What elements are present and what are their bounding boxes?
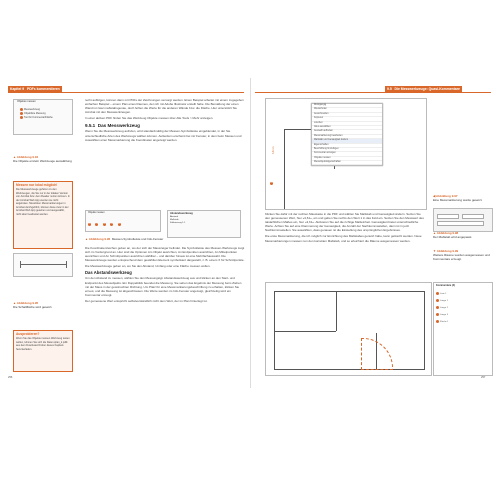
left-page-number: 256: [8, 376, 13, 379]
plan-wall-left: [284, 129, 285, 209]
context-menu-item-scale[interactable]: Maßstab und Genauigkeit ändern: [312, 139, 382, 143]
fig-996-info-panel: [167, 210, 241, 238]
toolbar-label: Objekte messen: [88, 212, 105, 214]
fig-997-caption: Eine Messmarkierung wurde gesetzt.: [433, 197, 483, 202]
info-row-massstab: Maßstab: [170, 219, 179, 221]
fig-997-caption-block: ◀ Abbildung 9.97 Eine Messmarkierung wurde gesetzt.: [433, 194, 483, 202]
snap-extra-icon[interactable]: 5: [118, 223, 120, 226]
fig-997-label: Abbildung 9.97: [436, 194, 458, 198]
measure-types-paragraph: Die Messwerkzeuge geben an, wo Sie den Abstand, Umfang oder eine Fläche messen wollen.: [85, 264, 211, 269]
right-header-label: [385, 86, 462, 92]
context-menu-item[interactable]: Kommentar anzeigen: [312, 152, 382, 156]
list-icon: [20, 112, 23, 115]
section-title: Die Messwerkzeuge: Quasi-Kommentare: [394, 87, 460, 91]
avatar-icon: [436, 320, 439, 323]
context-menu-item[interactable]: Löschen: [312, 122, 382, 126]
fig-994-caption: Die Objekte einzeln Werkzeuge auswählung: [13, 158, 72, 163]
menu-title: Objekte messen: [17, 100, 36, 103]
menu-item-objektliste[interactable]: Objektliste Messung: [14, 112, 72, 116]
scale-input-1[interactable]: [437, 214, 459, 219]
context-menu-item[interactable]: Eigenschaften: [312, 144, 382, 148]
try-box-title: Ausprobieren?: [16, 332, 40, 336]
fig-996-caption: Messen-Symbolleiste und Info-Fenster: [111, 237, 164, 241]
fig-995-screenshot: [13, 253, 73, 277]
fig-997-screenshot: [265, 98, 427, 210]
context-menu-item[interactable]: Messmarkierung bearbeiten: [312, 135, 382, 139]
ruler-icon: [20, 108, 23, 111]
snap-intersection-icon[interactable]: 4: [111, 223, 113, 226]
avatar-icon: [436, 299, 439, 302]
try-box: [13, 330, 73, 372]
comments-panel: [433, 282, 493, 376]
intro-paragraph-2: In einer aktiven PDF finden Sie das Werkzeug Objekte messen über Alle Tools > Mehr anzeigen.: [85, 116, 214, 121]
plan2-wall-left: [274, 291, 275, 369]
comments-panel-title: Kommentare (4): [436, 284, 456, 287]
right-page-number: 257: [481, 376, 486, 379]
distance-tool-paragraph-2: Der gemessene Wert entspricht selbstverständlich nicht dem Wert, der im Plan hinterlegt ist.: [85, 298, 208, 303]
section-951-number: 9.5.1: [85, 123, 96, 129]
comment-item[interactable]: Länge 2: [434, 305, 492, 312]
plan2-wall-inner-2: [274, 331, 336, 332]
section-951-title: Das Messwerkzeug: [97, 123, 140, 129]
fig-999-caption: Weitere Räume wurden ausgemessen und Kommentare erzeugt.: [433, 252, 490, 261]
context-menu-item[interactable]: Objekte messen: [312, 157, 382, 161]
avatar-icon: [436, 292, 439, 295]
fig-998-caption: Der Maßstab wird angepasst.: [433, 234, 473, 239]
snap-midpoint-icon[interactable]: 2: [96, 223, 98, 226]
avatar-icon: [436, 306, 439, 309]
right-main-column: [265, 212, 425, 245]
measure-line: [20, 264, 66, 265]
fig-996-caption-block: ▲ Abbildung 9.96 Messen-Symbolleiste und Info-Fenster: [85, 237, 164, 241]
snap-path-icon[interactable]: 3: [103, 223, 105, 226]
context-menu-item[interactable]: Wiederholen: [312, 108, 382, 112]
section-number: 9.5: [387, 87, 392, 91]
area-icon: [20, 116, 23, 119]
comment-item[interactable]: Länge 1: [434, 298, 492, 305]
chapter-title: PDFs kommentieren: [26, 87, 60, 91]
gutter: [250, 78, 251, 388]
intro-paragraph: recht auffolgen, können dann mit PDFs der Zeichnungen versorgt werden. Einen Beispiel arbeitet mit einem zugegeben einfachen Beispiel – einem Plan eines Raumes, den ich mit Adobe Illustrator erstellt habe. Die Bemaßung der einen Wand ist zwar maßstabsgenau, doch fehlen die Werte für die anderen Wände bzw. die Fläche. Hier unterstützt Sie Acrobat mit den Messwerkzeugen.: [85, 98, 244, 115]
scale-paragraph: Klicken Sie dafür mit der rechten Maustaste in die PDF und wählen Sie Maßstab und Genauigkeit ändern. Setzen Sie den gemessenen Wert, hier »3,61«, ein und geben Sie rechts den Wert 1 in das Feld ein. Setzen Sie den Messwert des tatsächlichen Maßes ein, hier »3,61«. Aktivieren Sie auf die richtige Maßeinheit. Genauigkeit bietet unterschiedliche Werte. Achten Sie auf eine Klammerung der Genauigkeit, die Anzahl der Nachkommastellen, dann ist in jetzt Nachkommastellen. Sie auswählen, dass genauen ist die Einstellung des ursprünglichen Ergebnisses.: [265, 212, 424, 233]
menu-item-tool[interactable]: Tool for Kommentar/Fläche: [14, 116, 72, 120]
fig-998-dialog: [433, 208, 493, 232]
fig-994-label: Abbildung 9.94: [16, 155, 39, 159]
context-menu-item[interactable]: Auswahl aufheben: [312, 130, 382, 134]
plan2-wall-inner-1: [336, 291, 337, 331]
context-menu-item[interactable]: Rückgängig: [312, 104, 382, 108]
left-main-column: [85, 98, 245, 144]
snap-endpoint-icon[interactable]: 1: [88, 223, 91, 226]
measure-result-paragraph: Die erste Messmarkierung, die ich möglich zur Einrichtung des Maßstabes genutzt habe, kann gelöscht werden. Neue Messmarkierungen messen nun den korrekten Maßstab, und so erleichtert die Räume ausgemessen werden.: [265, 234, 422, 243]
context-menu-item[interactable]: Ausschneiden: [312, 113, 382, 117]
plan-dimension-label: 3,61 m: [272, 146, 275, 154]
measure-tick-start: [20, 261, 21, 268]
fig-995-label: Abbildung 9.95: [16, 301, 39, 305]
fig-994-screenshot: [13, 99, 73, 135]
fig-999-label: Abbildung 9.99: [436, 249, 459, 253]
context-menu-item[interactable]: Alles auswählen: [312, 126, 382, 130]
context-menu-item[interactable]: Messobjekt-Eigenschaften: [312, 161, 382, 165]
menu-item-messwerkzeug[interactable]: Messwerkzeug: [14, 108, 72, 112]
left-header-rule: [8, 92, 244, 93]
tip-box-title: Messen nur lokal möglich!: [16, 183, 58, 187]
measure-tick-end: [66, 261, 67, 268]
scale-input-2[interactable]: [462, 214, 484, 219]
fig-994-caption-block: ▲ Abbildung 9.94 Die Objekte einzeln Werkzeuge auswählung: [13, 155, 72, 163]
tip-box: [13, 181, 73, 249]
fig-996-toolbar: [85, 210, 161, 232]
context-menu-item[interactable]: Beschriftung hinzufügen: [312, 148, 382, 152]
door-swing: [361, 338, 393, 370]
fig-998-label: Abbildung 9.98: [436, 231, 459, 235]
chapter-number: Kapitel 9: [10, 87, 25, 91]
distance-tool-heading: Das Abstandswerkzeug: [85, 270, 132, 276]
book-spread: [5, 78, 495, 388]
avatar-icon: [436, 313, 439, 316]
fig-999-caption-block: ▼ Abbildung 9.99 Weitere Räume wurden ausgemessen und Kommentare erzeugt.: [433, 249, 490, 261]
comment-item[interactable]: Fläche 1: [434, 319, 492, 326]
try-box-text: Wenn Sie das Objekte messen Werkzeug testen wollen, können Sie sich die Datei oplan_k.pdfk aus dem Download-Ordner dieses Kapitels herunterladen.: [16, 337, 70, 351]
info-row-abstand: Abstand: [170, 216, 179, 218]
comment-item[interactable]: Linie 1: [434, 288, 492, 298]
precision-select[interactable]: [437, 221, 484, 226]
fig-995-caption-block: ▲ Abbildung 9.95 Die Schaltfläche wird gesetzt.: [13, 301, 53, 309]
distance-tool-paragraph: Um den Abstand zu messen, wählen Sie den Messungstyp Abstandswerkzeug aus und klicken an den Start- und Endpunkt des Messobjekts. Ein Doppelklick beendet die Messung. Sie sehen das Ergebnis der Messung beim Ziehen mit der Maus in der gewünschten Richtung. Um Platz für eine Messmarkierungsbeschriftung zu erhalten, klicken Sie erneut, und die Messung ist abgeschlossen. Die Werte werden im Info-Fenster angezeigt, gleichzeitig wird ein Kommentar erzeugt.: [85, 276, 242, 297]
fig-995-caption: Die Schaltfläche wird gesetzt.: [13, 304, 53, 309]
left-main-column-2: [85, 246, 245, 305]
fig-999-floorplan: [265, 282, 432, 376]
info-panel-title: Abstandswerkzeug: [170, 212, 193, 215]
tip-box-text: Die Messwerkzeuge gehören zu den Werkzeugen, die Sie nur in der lokalen Version von Acrobat bzw. dem Reader nutzen können. In der Acrobat Web App werden sie nicht angeboten. Messlinien Messmarkierungen in Acrobat durchgeführt, können diese zwar in der Acrobat Web App gesehen und ausgewählt, nicht aber bearbeitet werden.: [16, 188, 70, 216]
snap-options-paragraph: Die Koordinatenzeichen geben an, wo der sich der Mauszeiger befindet. Die Symbolleiste des Messen-Werkzeugs zeigt sich im Vordergrund an. Hier sind die Optionen Am Objekt ausrichten, An Endpunkten ausrichten, An Mittelpunkten ausrichten und An Schnittpunkten ausrichten wählbar – und darüber hinaus ist eine Mehrfachauswahl. Die Messwerkzeuge werden entsprechend dem gewählten Element symbolisiert dargestellt, z. B. einem X für Schnittpunkte.: [85, 246, 245, 263]
plan2-wall-top: [274, 291, 424, 292]
info-row-kalibrierung: Kalibrierung 1:1: [170, 222, 186, 224]
section-951-paragraph: Wenn Sie die Messwerkzeug aufrufen, wird standardmäßig der Messen-Symbolleiste eingeblendet, in der Sie unterschiedliche Arten des Werkzeugs wählen können. Außerdem erscheint bei mir Fenster, in dem beim Messen und Auswählen einer Messmarkierung die Koordinaten angezeigt werden.: [85, 129, 242, 142]
context-menu-item[interactable]: Kopieren: [312, 117, 382, 121]
fig-996-label: Abbildung 9.96: [88, 237, 111, 241]
right-header-rule: [255, 92, 491, 93]
comment-item[interactable]: Länge 3: [434, 312, 492, 319]
context-menu: [311, 103, 383, 166]
plan2-wall-bottom: [274, 369, 424, 370]
fig-998-caption-block: ▲ Abbildung 9.98 Der Maßstab wird angepasst.: [433, 231, 473, 239]
callout-1-icon: 1: [270, 182, 273, 184]
plan2-wall-right: [424, 291, 425, 370]
